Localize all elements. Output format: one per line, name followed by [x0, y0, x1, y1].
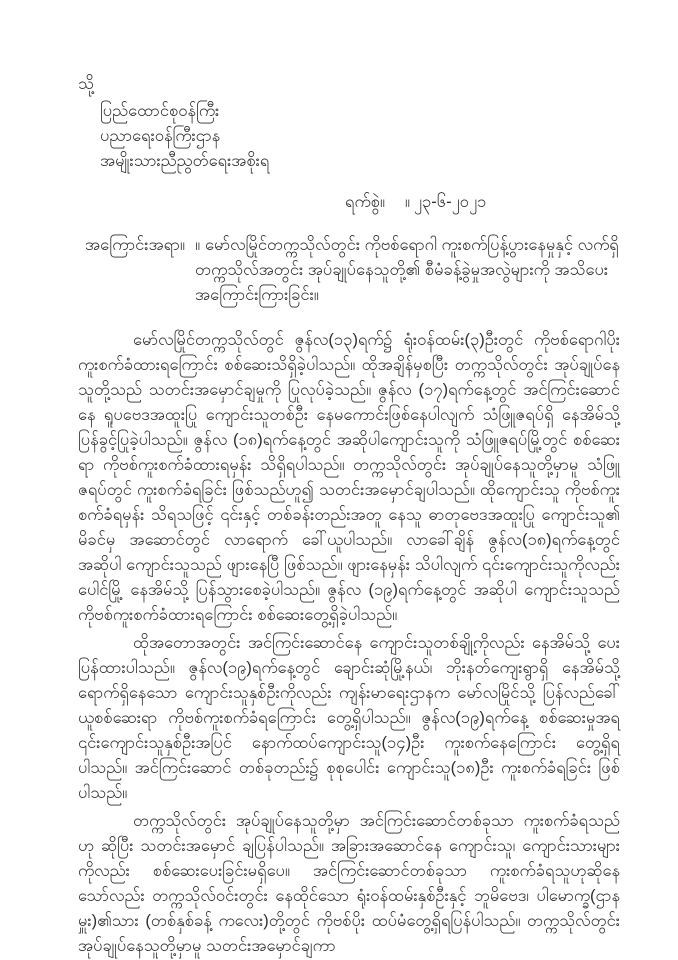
- body-paragraph-1: မော်လမြိုင်တက္ကသိုလ်တွင် ဇွန်လ(၁၃)ရက်၌ ရုံးဝန်ထမ်း(၃)ဦးတွင် ကိုဗစ်ရောဂါပိုး ကူးစက်ခံထားရကြောင်း စစ်ဆေးသိရှိခဲ့ပါသည်။ ထိုအချိန်မှစပြီး တက္ကသိုလ်တွင်း အုပ်ချုပ်နေသူတို့သည် သတင်းအမှောင်ချမှုကို ပြုလုပ်ခဲ့သည်။ ဇွန်လ (၁၇)ရက်နေ့တွင် အင်ကြင်းဆောင်နေ ရူပဗေဒအထူးပြု ကျောင်းသူတစ်ဦး နေမကောင်းဖြစ်နေပါလျက် သံဖြူဇရပ်ရှိ နေအိမ်သို့ ပြန်ခွင့်ပြုခဲ့ပါသည်။ ဇွန်လ (၁၈)ရက်နေ့တွင် အဆိုပါကျောင်းသူကို သံဖြူဇရပ်မြို့တွင် စစ်ဆေးရာ ကိုဗစ်ကူးစက်ခံထားရမှန်း သိရှိရပါသည်။ တက္ကသိုလ်တွင်း အုပ်ချုပ်နေသူတို့မှာမူ သံဖြူဇရပ်တွင် ကူးစက်ခံရခြင်း ဖြစ်သည်ဟူ၍ သတင်းအမှောင်ချပါသည်။ ထိုကျောင်းသူ ကိုဗစ်ကူးစက်ခံရမှန်း သိရသဖြင့် ၎င်းနှင့် တစ်ခန်းတည်းအတူ နေသူ ဓာတုဗေဒအထူးပြု ကျောင်းသူ၏ မိခင်မှ အဆောင်တွင် လာရောက် ခေါ်ယူပါသည်။ လာခေါ်ချိန် ဇွန်လ(၁၈)ရက်နေ့တွင် အဆိုပါ ကျောင်းသူသည် ဖျားနေပြီ ဖြစ်သည်။ ဖျားနေမှန်း သိပါလျက် ၎င်းကျောင်းသူကိုလည်း ပေါင်မြို့ နေအိမ်သို့ ပြန်သွားစေခဲ့ပါသည်။ ဇွန်လ (၁၉)ရက်နေ့တွင် အဆိုပါ ကျောင်းသူသည် ကိုဗစ်ကူးစက်ခံထားရကြောင်း စစ်ဆေးတွေ့ရှိခဲ့ပါသည်။: [78, 331, 620, 624]
- date-label: ရက်စွဲ။: [345, 193, 385, 211]
- subject-block: [85, 233, 620, 308]
- subject-label: အကြောင်းအရာ။: [85, 236, 185, 254]
- letter-body: [78, 328, 620, 959]
- recipient-line-government: အမျိုးသားညီညွတ်ရေးအစိုးရ: [100, 152, 270, 170]
- date-value: ၂၃-၆-၂၀၂၁: [413, 193, 487, 211]
- recipient-line-ministry: ပညာရေးဝန်ကြီးဌာန: [100, 127, 221, 145]
- subject-text: မော်လမြိုင်တက္ကသိုလ်တွင်း ကိုဗစ်ရောဂါ ကူးစက်ပြန့်ပွားနေမှုနှင့် လက်ရှိ တက္ကသိုလ်အတွင်း အုပ်ချုပ်နေသူတို့၏ စီမံခန့်ခွဲမှုအလွဲများကို အသိပေး အကြောင်းကြားခြင်း။: [195, 236, 619, 304]
- subject-body: [195, 233, 620, 308]
- body-paragraph-3: တက္ကသိုလ်တွင်း အုပ်ချုပ်နေသူတို့မှာ အင်ကြင်းဆောင်တစ်ခုသာ ကူးစက်ခံရသည်ဟု ဆိုပြီး သတင်းအမှောင် ချပြန်ပါသည်။ အခြားအဆောင်နေ ကျောင်းသူ၊ ကျောင်းသားများကိုလည်း စစ်ဆေးပေးခြင်းမရှိပေ။ အင်ကြင်းဆောင်တစ်ခုသာ ကူးစက်ခံရသူဟုဆိုနေသော်လည်း တက္ကသိုလ်ဝင်းတွင်း နေထိုင်သော ရုံးဝန်ထမ်းနှစ်ဦးနှင့် ဘူမိဗေဒ၊ ပါမောက္ခ(ဌာနမှူး)၏သား (တစ်နှစ်ခန့် ကလေး)တို့တွင် ကိုဗစ်ပိုး ထပ်မံတွေ့ရှိရပြန်ပါသည်။ တက္ကသိုလ်တွင်း အုပ်ချုပ်နေသူတို့မှာမူ သတင်းအမှောင်ချကာ: [78, 812, 620, 955]
- body-paragraph-2: ထိုအတောအတွင်း အင်ကြင်းဆောင်နေ ကျောင်းသူတစ်ချို့ကိုလည်း နေအိမ်သို့ ပေးပြန်ထားပါသည်။ ဇွန်လ(၁၉)ရက်နေ့တွင် ချောင်းဆုံမြို့နယ်၊ ဘိုးနတ်ကျေးရွာရှိ နေအိမ်သို့ ရောက်ရှိနေသော ကျောင်းသူနှစ်ဦးကိုလည်း ကျန်းမာရေးဌာနက မော်လမြိုင်သို့ ပြန်လည်ခေါ်ယူစစ်ဆေးရာ ကိုဗစ်ကူးစက်ခံရကြောင်း တွေ့ရှိပါသည်။ ဇွန်လ(၁၉)ရက်နေ့ စစ်ဆေးမှုအရ ၎င်းကျောင်းသူနှစ်ဦးအပြင် နောက်ထပ်ကျောင်းသူ(၁၄)ဦး ကူးစက်နေကြောင်း တွေ့ရှိရပါသည်။ အင်ကြင်းဆောင် တစ်ခုတည်း၌ စုစုပေါင်း ကျောင်းသူ(၁၈)ဦး ကူးစက်ခံရခြင်း ဖြစ်ပါသည်။: [78, 634, 620, 802]
- recipient-block: [100, 99, 620, 174]
- subject-marker: ။: [195, 236, 200, 254]
- recipient-line-minister: ပြည်ထောင်စုဝန်ကြီး: [100, 102, 220, 120]
- date-line: [345, 190, 620, 215]
- salutation-to: သို့: [78, 75, 94, 93]
- date-separator: ။: [404, 193, 410, 211]
